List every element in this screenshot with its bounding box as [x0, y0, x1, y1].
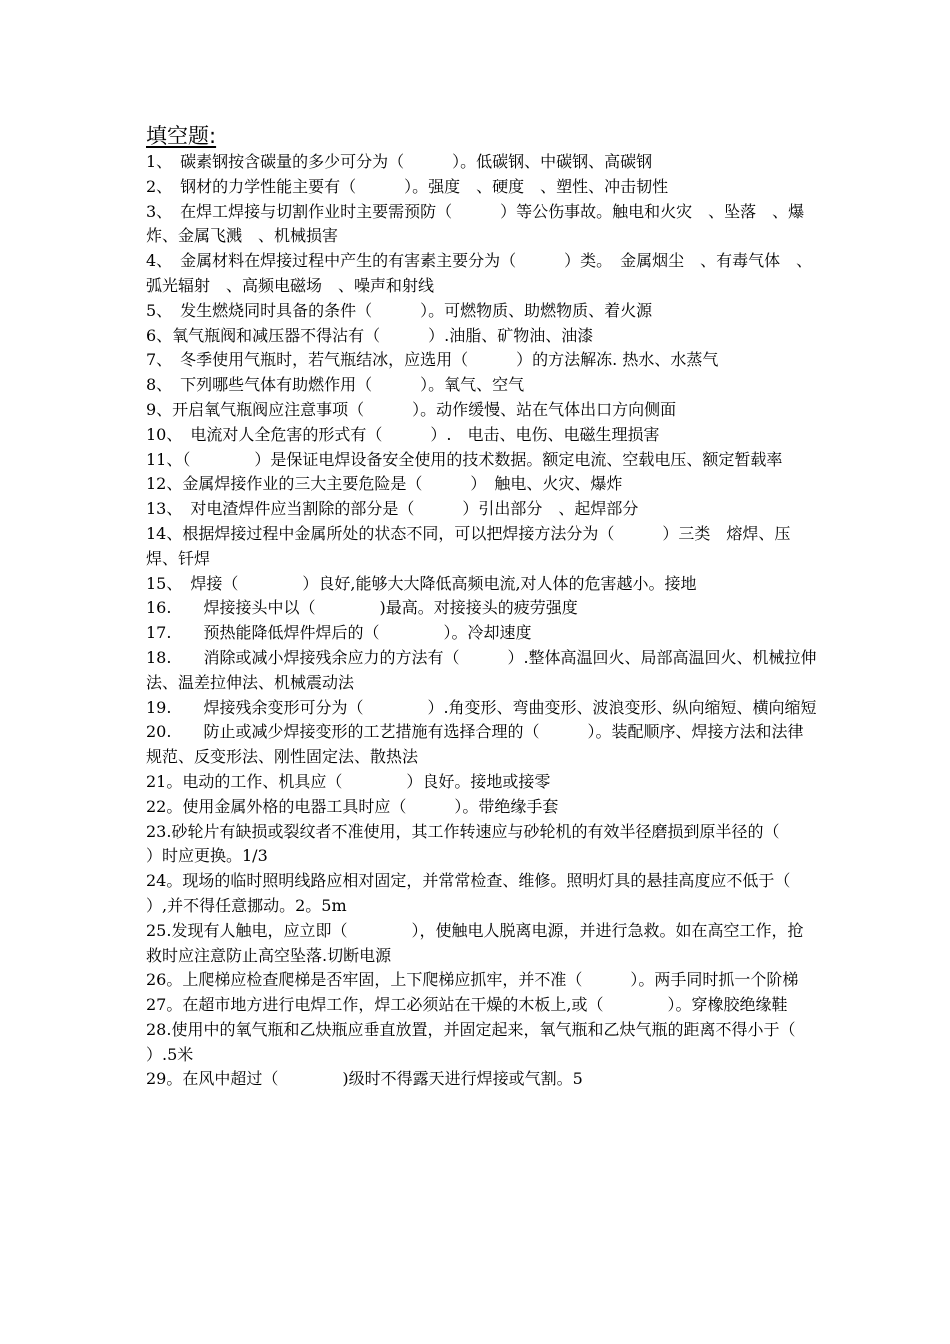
question-9: 9、开启氧气瓶阀应注意事项（ ）。动作缓慢、站在气体出口方向侧面 — [146, 399, 677, 419]
question-20: 20. 防止或减少焊接变形的工艺措施有选择合理的（ ）。装配顺序、焊接方法和法律规范、反变形法、刚性固定法、散热法 — [146, 722, 804, 767]
question-12: 12、金属焊接作业的三大主要危险是（ ） 触电、火灾、爆炸 — [146, 474, 623, 494]
question-3: 3、 在焊工焊接与切割作业时主要需预防（ ）等公伤事故。触电和火灾 、坠落 、爆炸、金属飞溅 、机械损害 — [146, 201, 805, 246]
question-26: 26。上爬梯应检查爬梯是否牢固，上下爬梯应抓牢，并不准（ ）。两手同时抓一个阶梯 — [146, 970, 799, 990]
question-17: 17. 预热能降低焊件焊后的（ ）。冷却速度 — [146, 623, 532, 643]
question-22: 22。使用金属外格的电器工具时应（ ）。带绝缘手套 — [146, 796, 559, 816]
question-5: 5、 发生燃烧同时具备的条件（ ）。可燃物质、助燃物质、着火源 — [146, 300, 653, 320]
question-2: 2、 钢材的力学性能主要有（ ）。强度 、硬度 、塑性、冲击韧性 — [146, 176, 669, 196]
question-27: 27。在超市地方进行电焊工作，焊工必须站在干燥的木板上,或（ ）。穿橡胶绝缘鞋 — [146, 995, 788, 1015]
question-10: 10、 电流对人全危害的形式有（ ）. 电击、电伤、电磁生理损害 — [146, 424, 660, 444]
question-24: 24。现场的临时照明线路应相对固定，并常常检查、维修。照明灯具的悬挂高度应不低于（ ）,并不得任意挪动。2。5m — [146, 871, 855, 915]
question-25: 25.发现有人触电，应立即（ ），使触电人脱离电源，并进行急救。如在高空工作，抢救时应注意防止高空坠落.切断电源 — [146, 920, 804, 965]
question-6: 6、氧气瓶阀和减压器不得沾有（ ）.油脂、矿物油、油漆 — [146, 325, 594, 345]
question-13: 13、 对电渣焊件应当割除的部分是（ ）引出部分 、起焊部分 — [146, 499, 639, 519]
question-18: 18. 消除或减小焊接残余应力的方法有（ ）.整体高温回火、局部高温回火、机械拉伸法、温差拉伸法、机械震动法 — [146, 647, 817, 692]
question-4: 4、 金属材料在焊接过程中产生的有害素主要分为（ ）类。 金属烟尘 、有毒气体 、弧光辐射 、高频电磁场 、噪声和射线 — [146, 251, 813, 295]
question-list — [146, 150, 860, 1092]
question-14: 14、根据焊接过程中金属所处的状态不同，可以把焊接方法分为（ ）三类 熔焊、压焊、钎焊 — [146, 523, 791, 568]
question-16: 16. 焊接接头中以（ )最高。对接接头的疲劳强度 — [146, 598, 578, 618]
question-8: 8、 下列哪些气体有助燃作用（ ）。氧气、空气 — [146, 375, 525, 395]
document-page — [146, 122, 860, 1092]
question-21: 21。电动的工作、机具应（ ）良好。接地或接零 — [146, 771, 551, 791]
question-19: 19. 焊接残余变形可分为（ ）.角变形、弯曲变形、波浪变形、纵向缩短、横向缩短 — [146, 697, 817, 717]
question-23: 23.砂轮片有缺损或裂纹者不准使用，其工作转速应与砂轮机的有效半径磨损到原半径的（ ）时应更换。1/3 — [146, 821, 828, 866]
question-1: 1、 碳素钢按含碳量的多少可分为（ ）。低碳钢、中碳钢、高碳钢 — [146, 152, 653, 171]
question-7: 7、 冬季使用气瓶时，若气瓶结冰，应选用（ ）的方法解冻. 热水、水蒸气 — [146, 350, 719, 370]
section-title: 填空题: — [146, 124, 217, 148]
question-15: 15、 焊接（ ）良好,能够大大降低高频电流,对人体的危害越小。接地 — [146, 573, 697, 593]
question-29: 29。在风中超过（ )级时不得露天进行焊接或气割。5 — [146, 1069, 583, 1089]
question-11: 11、（ ）是保证电焊设备安全使用的技术数据。额定电流、空载电压、额定暂载率 — [146, 449, 783, 469]
question-28: 28.使用中的氧气瓶和乙炔瓶应垂直放置，并固定起来，氧气瓶和乙炔气瓶的距离不得小于（ ）.5米 — [146, 1019, 860, 1064]
